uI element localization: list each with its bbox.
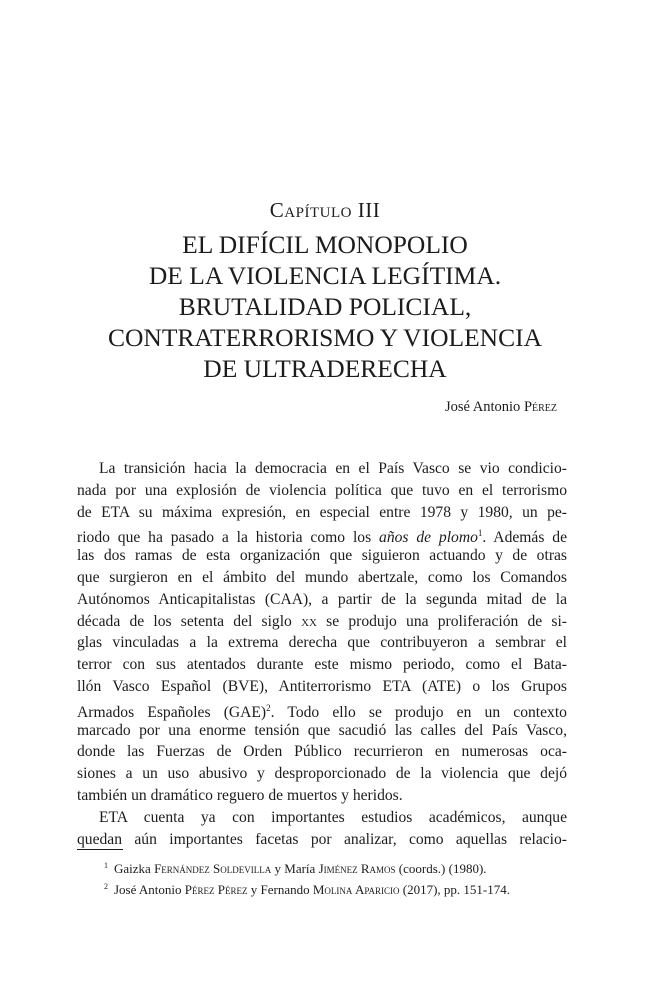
footnote-surname: Pérez Pérez xyxy=(184,882,248,897)
footnote-text: José Antonio xyxy=(114,882,182,897)
body-text xyxy=(77,458,567,850)
footnote-number: 2 xyxy=(104,882,108,891)
body-line: glas vinculadas a la extrema derecha que contribuyeron a sembrar el xyxy=(77,634,567,652)
body-line-text: década de los setenta del siglo xyxy=(77,612,292,630)
footnote-number: 1 xyxy=(104,861,108,870)
body-line-text: . Además de xyxy=(482,529,567,547)
emphasis-term: años de plomo xyxy=(379,529,478,547)
chapter-title-line: CONTRATERRORISMO Y VIOLENCIA xyxy=(108,323,542,352)
footnote-text: Gaizka xyxy=(114,861,151,876)
body-line xyxy=(77,698,567,720)
chapter-title-line: EL DIFÍCIL MONOPOLIO xyxy=(182,230,468,259)
footnote-text: (coords.) (1980). xyxy=(398,861,487,876)
footnote-surname: Fernández Soldevilla xyxy=(154,861,272,876)
body-line: ETA cuenta ya con importantes estudios académicos, aunque xyxy=(99,808,567,826)
footnote-surname: Jiménez Ramos xyxy=(318,861,396,876)
author-surname: Pérez xyxy=(523,399,557,415)
body-line: siones a un uso abusivo y desproporcionado de la violencia que dejó xyxy=(77,765,567,783)
chapter-label-word: apítulo xyxy=(284,198,352,222)
chapter-title xyxy=(0,229,650,384)
body-line-text: Armados Españoles (GAE) xyxy=(77,703,267,721)
body-line: La transición hacia la democracia en el País Vasco se vio condicio- xyxy=(99,460,567,477)
century-numeral: xx xyxy=(301,612,317,630)
body-line: donde las Fuerzas de Orden Público recurrieron en numerosas oca- xyxy=(77,743,567,761)
body-line: marcado por una enorme tensión que sacudió las calles del País Vasco, xyxy=(77,721,567,739)
footnote-text: (2017), pp. 151-174. xyxy=(402,882,511,897)
footnote-ref-2: 2 xyxy=(266,702,271,713)
footnote-ref-1: 1 xyxy=(477,528,483,539)
body-line: Autónomos Anticapitalistas (CAA), a partir de la segunda mitad de la xyxy=(77,590,567,608)
body-line: también un dramático reguero de muertos y heridos. xyxy=(77,786,403,804)
author-given-name: José Antonio xyxy=(444,399,521,415)
footnote xyxy=(104,857,510,878)
body-line-text: riodo que ha pasado a la historia como los xyxy=(77,529,372,547)
body-line xyxy=(77,611,567,633)
chapter-title-line: DE LA VIOLENCIA LEGÍTIMA. xyxy=(148,261,502,290)
body-line: quedan aún importantes facetas por analizar, como aquellas relacio- xyxy=(77,830,567,848)
chapter-label xyxy=(0,198,650,223)
footnote-text: y María xyxy=(274,861,316,876)
footnotes xyxy=(104,857,510,899)
chapter-numeral: III xyxy=(357,198,381,222)
footnote-surname: Molina Aparicio xyxy=(312,882,400,897)
footnote xyxy=(104,878,510,899)
chapter-title-line: BRUTALIDAD POLICIAL, xyxy=(178,292,472,321)
body-line: que surgieron en el ámbito del mundo abertzale, como los Comandos xyxy=(77,568,567,586)
footnote-text: y Fernando xyxy=(250,882,310,897)
chapter-title-line: DE ULTRADERECHA xyxy=(203,354,447,383)
body-line: las dos ramas de esta organización que siguieron actuando y de otras xyxy=(77,547,567,565)
body-line xyxy=(77,523,567,545)
author-byline xyxy=(445,399,557,416)
body-line: de ETA su máxima expresión, en especial entre 1978 y 1980, un pe- xyxy=(77,503,567,521)
chapter-label-initial: C xyxy=(269,198,285,222)
body-line-text: se produjo una proliferación de si- xyxy=(326,612,567,630)
body-line-text: . Todo ello se produjo en un contexto xyxy=(270,703,567,721)
body-line: nada por una explosión de violencia política que tuvo en el terrorismo xyxy=(77,481,567,499)
footnote-divider xyxy=(77,849,123,850)
body-line: llón Vasco Español (BVE), Antiterrorismo ETA (ATE) o los Grupos xyxy=(77,677,567,695)
body-line: terror con sus atentados durante este mismo periodo, como el Bata- xyxy=(77,656,567,674)
